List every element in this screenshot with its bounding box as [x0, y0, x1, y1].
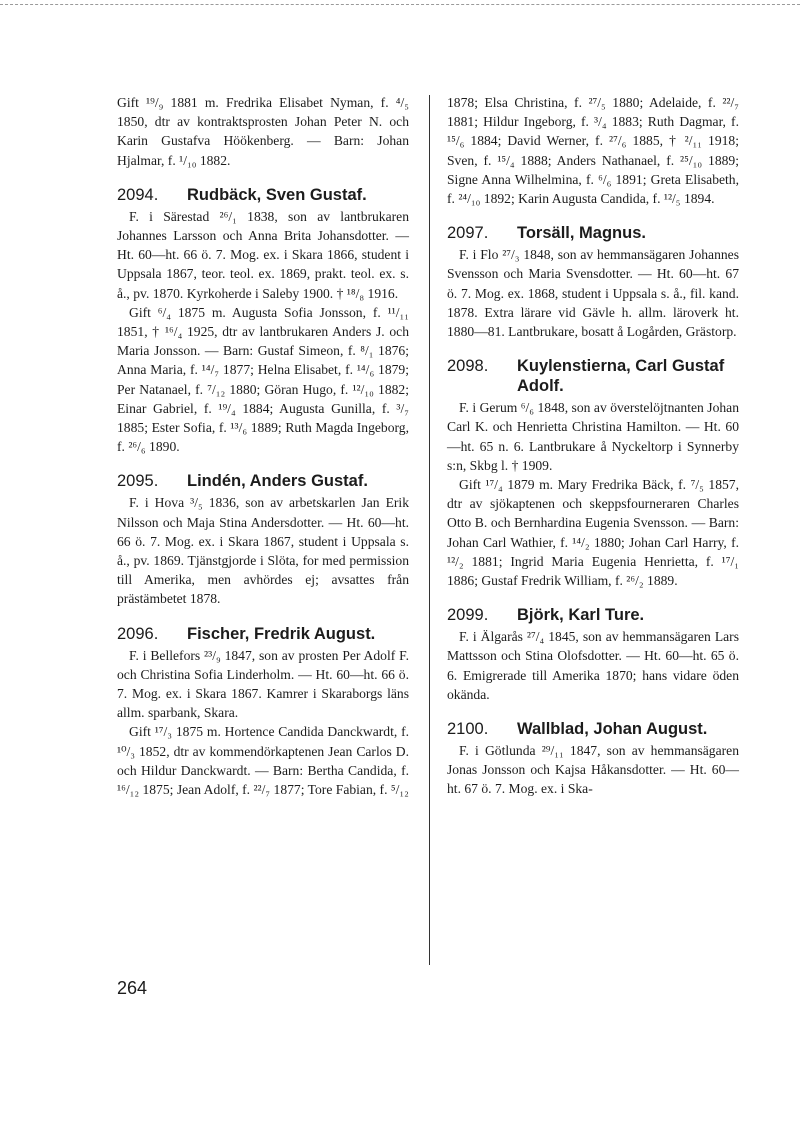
entry-paragraph: F. i Älgarås ²⁷/₄ 1845, son av hemmansägaren Lars Mattsson och Stina Olofsdotter. — Ht. 60—ht. 65 ö. 6. Emigrerade till Amerika 1870; hans vidare öden okända.: [447, 629, 739, 702]
entry-heading: [447, 719, 739, 739]
entry-number: 2098.: [447, 357, 489, 376]
entry-paragraph: F. i Särestad ²⁶/₁ 1838, son av lantbrukaren Johannes Larsson och Anna Brita Johansdotter. — Ht. 60—ht. 66 ö. 7. Mog. ex. i Skara 1866, student i Uppsala 1867, teor. teol. ex. 1869, prakt. teol. ex. s. å., pv. 1870. Kyrkoherde i Saleby 1900. † ¹⁸/₈ 1916.: [117, 208, 409, 301]
entry-paragraph: F. i Götlunda ²⁹/₁₁ 1847, son av hemmansägaren Jonas Jonsson och Kajsa Håkansdotter. — Ht. 60—ht. 67 ö. 7. Mog. ex. i Ska-: [447, 743, 739, 797]
entry-paragraph: Gift ¹⁹/₉ 1881 m. Fredrika Elisabet Nyman, f. ⁴/₅ 1850, dtr av kontraktsprosten Johan Peter N. och Karin Gustafva Höökenberg. — Barn: Johan Hjalmar, f. ¹/₁₀ 1882.: [117, 95, 409, 168]
scan-top-edge: [0, 4, 800, 5]
entry-paragraph: Gift ¹⁷/₃ 1875 m. Hortence Candida Danckwardt, f. ¹⁰/₃ 1852, dtr av kommendörkaptenen Jean Carlos D. och Hildur Danckwardt. — Barn: Bertha Candida, f. ¹⁶/₁₂ 1875; Jean Adolf, f. ²²/₇ 1877; Tore Fabian, f. ⁵/₁₂: [117, 724, 409, 798]
entry-paragraph: F. i Bellefors ²³/₉ 1847, son av prosten Per Adolf F. och Christina Sofia Linderholm. — Ht. 60—ht. 66 ö. 7. Mog. ex. i Skara 1867. Kamrer i Skaraborgs läns allm. sparbank, Skara.: [117, 647, 409, 721]
entry-name: Rudbäck, Sven Gustaf.: [187, 185, 367, 204]
left-column: [117, 93, 409, 799]
entry-name: Lindén, Anders Gustaf.: [187, 472, 368, 491]
entry-name: Björk, Karl Ture.: [517, 606, 645, 625]
entry-name: Kuylenstierna, Carl Gustaf Adolf.: [517, 357, 725, 396]
entry-name: Fischer, Fredrik August.: [187, 624, 376, 643]
entry-name: Wallblad, Johan August.: [517, 720, 708, 739]
entry-name: Torsäll, Magnus.: [517, 224, 646, 243]
entry-heading: [117, 624, 409, 644]
entry-paragraph: F. i Gerum ⁶/₆ 1848, son av överstelöjtnanten Johan Carl K. och Henrietta Christina Hamilton. — Ht. 60—ht. 65 n. 6. Lantbrukare å Nyckeltorp i Synnerby s:n, Skbg l. † 1909.: [447, 400, 739, 473]
entry-number: 2099.: [447, 606, 489, 625]
entry-paragraph: Gift ⁶/₄ 1875 m. Augusta Sofia Jonsson, f. ¹¹/₁₁ 1851, † ¹⁶/₄ 1925, dtr av lantbrukaren Anders J. och Maria Jonsson. — Barn: Gustaf Simeon, f. ⁸/₁ 1876; Anna Maria, f. ¹⁴/₇ 1877; Helna Elisabet, f. ¹⁴/₆ 1879; Per Natanael, f. ⁷/₁₂ 1880; Göran Hugo, f. ¹²/₁₀ 1882; Einar Gabriel, f. ¹⁹/₄ 1884; Augusta Gunilla, f. ³/₇ 1885; Ester Sofia, f. ¹³/₆ 1889; Ruth Magda Ingeborg, f. ²⁶/₆ 1890.: [117, 304, 409, 455]
entry-number: 2100.: [447, 720, 489, 739]
entry-heading: [447, 356, 739, 396]
entry-heading: [447, 605, 739, 625]
entry-paragraph: Gift ¹⁷/₄ 1879 m. Mary Fredrika Bäck, f. ⁷/₅ 1857, dtr av sjökaptenen och skeppsfourneraren Charles Otto B. och Bernhardina Eugenia Svensson. — Barn: Johan Carl Wathier, f. ¹⁴/₂ 1880; Johan Carl Harry, f. ¹²/₂ 1881; Ingrid Maria Eugenia Henrietta, f. ¹⁷/₁ 1886; Gustaf Fredrik William, f. ²⁶/₂ 1889.: [447, 477, 739, 589]
page-number: 264: [117, 978, 148, 998]
entry-number: 2097.: [447, 224, 489, 243]
entry-heading: [117, 471, 409, 491]
entry-heading: [117, 185, 409, 205]
entry-paragraph: 1878; Elsa Christina, f. ²⁷/₅ 1880; Adelaide, f. ²²/₇ 1881; Hildur Ingeborg, f. ³/₄ 1883; Ruth Dagmar, f. ¹⁵/₆ 1884; David Werner, f. ²⁷/₆ 1885, † ²/₁₁ 1918; Sven, f. ¹⁵/₄ 1888; Anders Nathanael, f. ²⁵/₁₀ 1889; Signe Anna Wilhelmina, f. ⁶/₆ 1891; Greta Elisabeth, f. ²⁴/₁₀ 1892; Karin Augusta Candida, f. ¹²/₅ 1894.: [447, 95, 739, 207]
entry-number: 2095.: [117, 472, 159, 491]
entry-paragraph: F. i Hova ³/₅ 1836, son av arbetskarlen Jan Erik Nilsson och Maja Stina Andersdotter. — Ht. 60—ht. 66 ö. 7. Mog. ex. i Skara 1867, student i Uppsala s. å., pv. 1869. Tjänstgjorde i Slöta, for med permission till Amerika, men avhördes ej; avsattes från prästämbetet 1878.: [117, 495, 409, 607]
entry-paragraph: F. i Flo ²⁷/₃ 1848, son av hemmansägaren Johannes Svensson och Maria Svensdotter. — Ht. 60—ht. 67 ö. 7. Mog. ex. 1868, student i Uppsala s. å., fil. kand. 1878. Extra lärare vid Gävle h. allm. läroverk ht. 1880—81. Lantbrukare, bosatt å Logården, Grästorp.: [447, 247, 739, 340]
column-divider: [429, 95, 430, 965]
entry-number: 2094.: [117, 185, 159, 204]
right-column: [447, 93, 739, 799]
entry-heading: [447, 223, 739, 243]
entry-number: 2096.: [117, 624, 159, 643]
